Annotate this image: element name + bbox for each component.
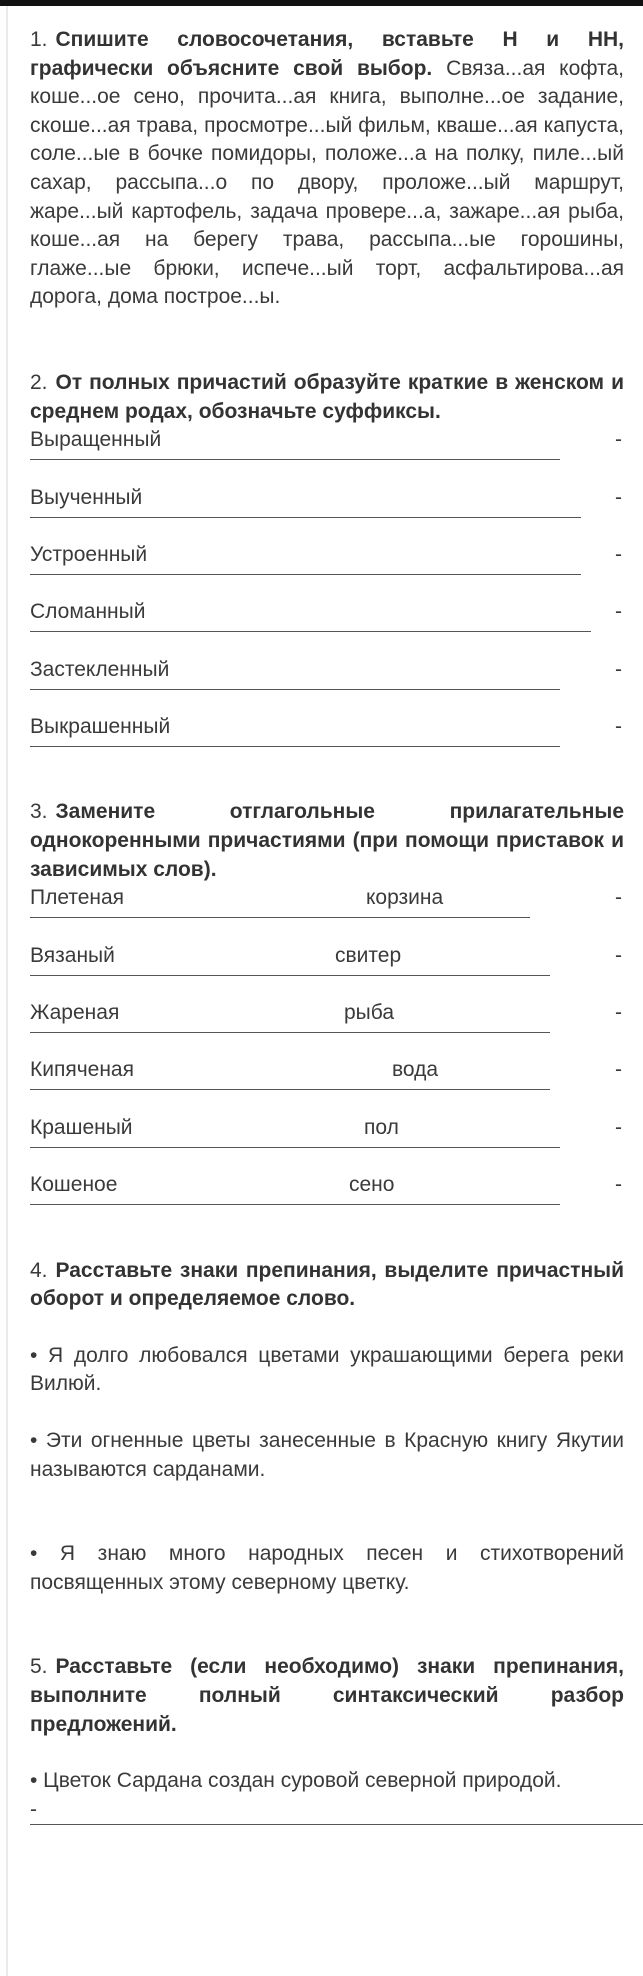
list-item: Плетеная корзина - [30,884,624,941]
answer-line[interactable] [30,1147,560,1148]
list-item: Застекленный - [30,656,624,713]
task-3-number: 3. [30,800,48,824]
answer-line[interactable] [30,517,581,518]
list-item: Крашеный пол - [30,1114,624,1171]
sentence: • Я долго любовался цветами украшающими берега реки Вилюй. [30,1343,624,1396]
answer-line[interactable] [30,917,530,918]
task-5-number: 5. [30,1655,48,1679]
answer-line[interactable] [30,1089,550,1090]
answer-line[interactable] [30,746,560,747]
list-item: Устроенный - [30,541,624,598]
list-item: Кипяченая вода - [30,1056,624,1113]
list-item: Выученный - [30,484,624,541]
answer-line[interactable] [30,631,591,632]
answer-line[interactable] [30,975,550,976]
sentence: • Цветок Сардана создан суровой северной природой. [30,1769,562,1793]
answer-row: - [30,1796,624,1824]
task-3-title: Замените отглагольные прилагательные однокоренными причастиями (при помощи приставок и зависимых слов). [30,800,624,881]
answer-line[interactable] [30,1204,560,1205]
task-2 [30,369,624,771]
list-item: Выращенный - [30,426,624,483]
task-1-text: Связа...ая кофта, коше...ое сено, прочита...ая книга, выполне...ое задание, скоше...ая трава, просмотре...ый фильм, кваше...ая капуста, соле...ые в бочке помидоры, положе...а на полку, пиле...ый сахар, рассыпа...о по двору, проложе...ый маршрут, жаре...ый картофель, задача провере...а, зажаре...ая рыба, коше...ая на берегу трава, рассыпа...ые горошины, глаже...ые брюки, испече...ый торт, асфальтирова...ая дорога, дома построе...ы. [30,56,624,309]
task-2-list [30,426,624,770]
task-5-title: Расставьте (если необходимо) знаки препинания, выполните полный синтаксический разбор предложений. [30,1655,624,1736]
left-border [6,6,8,1976]
sentence: • Эти огненные цветы занесенные в Красную книгу Якутии называются сарданами. [30,1428,624,1481]
list-item: Кошеное сено - [30,1171,624,1228]
answer-line[interactable] [30,574,581,575]
task-3-list [30,884,624,1228]
task-2-title: От полных причастий образуйте краткие в женском и среднем родах, обозначьте суффиксы. [30,370,624,423]
list-item: Сломанный - [30,598,624,655]
task-4-title: Расставьте знаки препинания, выделите причастный оборот и определяемое слово. [30,1258,624,1311]
list-item: Вязаный свитер - [30,942,624,999]
task-1-title: Спишите словосочетания, вставьте Н и НН, графически объясните свой выбор. [30,28,624,80]
task-2-number: 2. [30,370,48,394]
task-3 [30,798,624,1228]
top-bar [0,0,643,6]
answer-line[interactable] [30,459,560,460]
task-5 [30,1653,624,1823]
worksheet [30,26,624,1824]
list-item: Выкрашенный - [30,713,624,770]
answer-line[interactable] [30,1824,643,1825]
answer-line[interactable] [30,689,560,690]
task-1 [30,26,624,312]
task-1-number: 1. [30,28,48,51]
task-4 [30,1257,624,1598]
list-item: Жареная рыба - [30,999,624,1056]
sentence: • Я знаю много народных песен и стихотворений посвященных этому северному цветку. [30,1542,624,1594]
task-4-number: 4. [30,1258,48,1282]
answer-line[interactable] [30,1032,550,1033]
